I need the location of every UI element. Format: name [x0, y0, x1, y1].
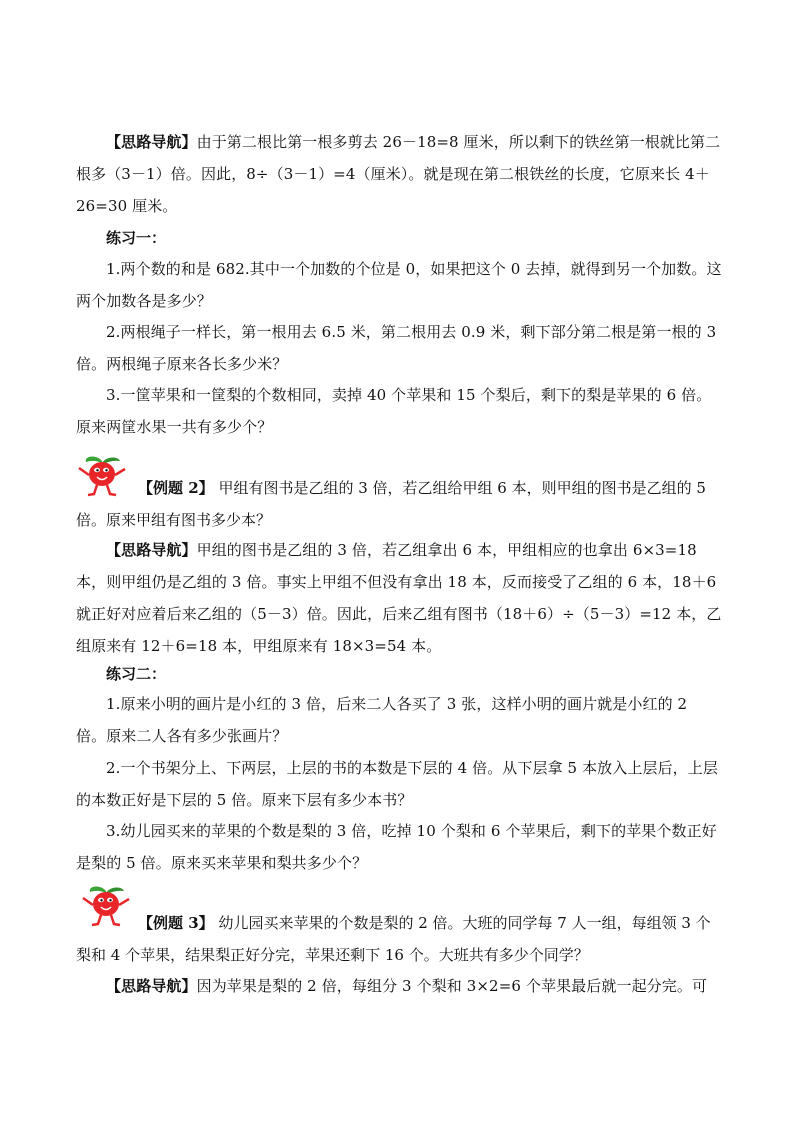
hint-text: 因为苹果是梨的 2 倍，每组分 3 个梨和 3×2=6 个苹果最后就一起分完。可 — [196, 977, 708, 995]
hint-text: 由于第二根比第一根多剪去 26－18=8 厘米，所以剩下的铁丝第一根就比第二根多（3－1）倍。因此，8÷（3－1）=4（厘米）。就是现在第二根铁丝的长度，它原来长 4＋26=30 厘米。 — [76, 133, 721, 215]
practice-2-title: 练习二： — [106, 665, 167, 683]
hint-paragraph-2 — [76, 534, 722, 662]
practice-1-title: 练习一： — [106, 229, 167, 247]
example-3 — [76, 907, 722, 971]
hint-tag: 【思路导航】 — [106, 133, 197, 151]
example-tag: 【例题 2】 — [138, 479, 214, 497]
hint-paragraph-3 — [76, 970, 722, 1002]
example-2 — [76, 472, 722, 536]
practice-2-item-2: 2.一个书架分上、下两层，上层的书的本数是下层的 4 倍。从下层拿 5 本放入上层后，上层的本数正好是下层的 5 倍。原来下层有多少本书？ — [76, 759, 718, 809]
hint-text: 甲组的图书是乙组的 3 倍，若乙组拿出 6 本，甲组相应的也拿出 6×3=18 本，则甲组仍是乙组的 3 倍。事实上甲组不但没有拿出 18 本，反而接受了乙组的 6 本，18＋6 就正好对应着后来乙组的（5－3）倍。因此，后来乙组有图书（18＋6）÷（5－3）=12 本，乙组原来有 12＋6=18 本，甲组原来有 18×3=54 本。 — [76, 541, 722, 655]
example-text: 幼儿园买来苹果的个数是梨的 2 倍。大班的同学每 7 人一组，每组领 3 个梨和 4 个苹果，结果梨正好分完，苹果还剩下 16 个。大班共有多少个同学？ — [76, 914, 711, 964]
example-text: 甲组有图书是乙组的 3 倍，若乙组给甲组 6 本，则甲组的图书是乙组的 5 倍。原来甲组有图书多少本？ — [76, 479, 706, 529]
example-tag: 【例题 3】 — [138, 914, 214, 932]
hint-tag: 【思路导航】 — [106, 977, 197, 995]
hint-tag: 【思路导航】 — [106, 541, 197, 559]
practice-2-item-3: 3.幼儿园买来的苹果的个数是梨的 3 倍，吃掉 10 个梨和 6 个苹果后，剩下的苹果个数正好是梨的 5 倍。原来买来苹果和梨共多少个？ — [76, 822, 717, 872]
hint-paragraph-1 — [76, 126, 722, 222]
practice-2-item-1: 1.原来小明的画片是小红的 3 倍，后来二人各买了 3 张，这样小明的画片就是小红的 2 倍。原来二人各有多少张画片？ — [76, 695, 688, 745]
practice-1-item-3: 3.一筐苹果和一筐梨的个数相同，卖掉 40 个苹果和 15 个梨后，剩下的梨是苹果的 6 倍。原来两筐水果一共有多少个？ — [76, 386, 712, 436]
practice-1-item-2: 2.两根绳子一样长，第一根用去 6.5 米，第二根用去 0.9 米，剩下部分第二根是第一根的 3 倍。两根绳子原来各长多少米？ — [76, 323, 717, 373]
practice-1-item-1: 1.两个数的和是 682.其中一个加数的个位是 0，如果把这个 0 去掉，就得到另一个加数。这两个加数各是多少？ — [76, 260, 722, 310]
